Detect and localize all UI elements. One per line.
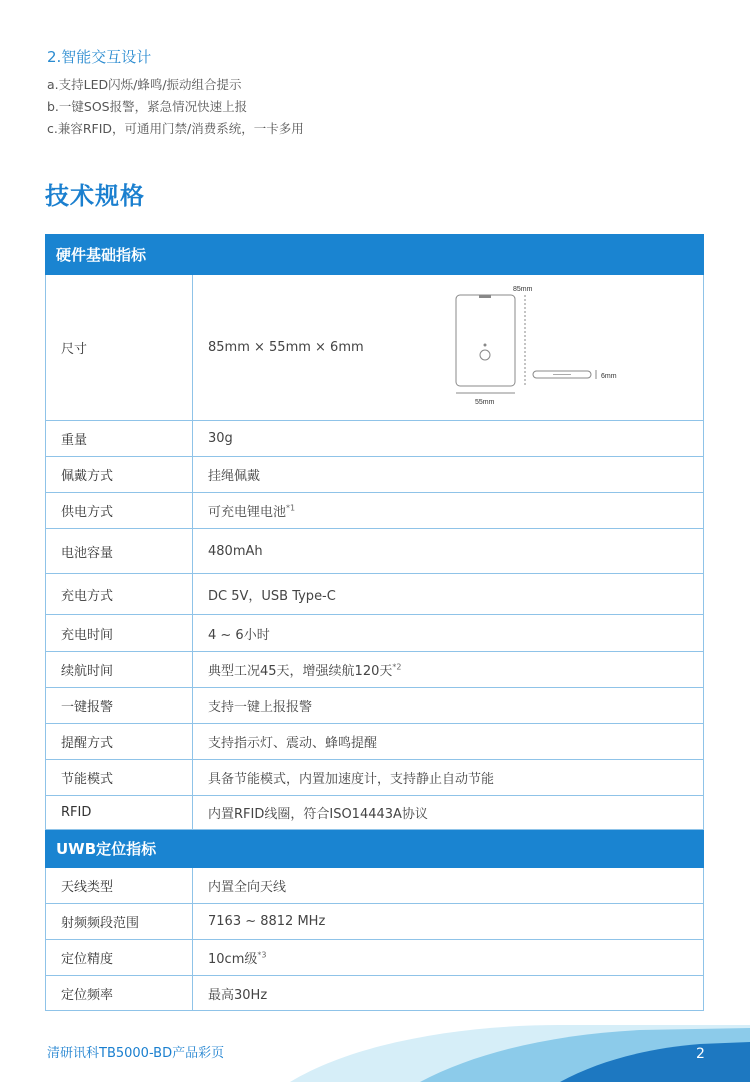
table-row (46, 940, 704, 976)
table-row (46, 275, 704, 421)
footnote-mark: *3 (257, 950, 267, 960)
table-row (46, 760, 704, 796)
table-row (46, 868, 704, 904)
table-row (46, 688, 704, 724)
row-label: 定位精度 (46, 940, 193, 976)
row-label: 尺寸 (46, 275, 193, 421)
row-label: 节能模式 (46, 760, 193, 796)
row-label: 射频频段范围 (46, 904, 193, 940)
page-heading: 技术规格 (45, 182, 145, 210)
table-row (46, 652, 704, 688)
row-value: 4 ~ 6小时 (193, 615, 704, 652)
table-row (46, 904, 704, 940)
row-value: DC 5V，USB Type-C (193, 574, 704, 615)
footnote-mark: *1 (286, 503, 296, 513)
row-label: 佩戴方式 (46, 457, 193, 493)
feature-item: a.支持LED闪烁/蜂鸣/振动组合提示 (47, 77, 242, 92)
feature-item: c.兼容RFID，可通用门禁/消费系统，一卡多用 (47, 121, 304, 136)
value-text: 典型工况45天，增强续航120天 (208, 664, 393, 679)
row-label: 提醒方式 (46, 724, 193, 760)
row-value: 7163 ~ 8812 MHz (193, 904, 704, 940)
row-value: 最高30Hz (193, 976, 704, 1011)
table-row (46, 976, 704, 1011)
spec-table (45, 234, 704, 1011)
feature-item: b.一键SOS报警，紧急情况快速上报 (47, 99, 248, 114)
section-title: 2.智能交互设计 (47, 48, 152, 66)
row-value (193, 940, 704, 976)
row-value: 支持指示灯、震动、蜂鸣提醒 (193, 724, 704, 760)
row-value (193, 652, 704, 688)
row-value: 480mAh (193, 529, 704, 574)
row-label: 一键报警 (46, 688, 193, 724)
table-row (46, 615, 704, 652)
footer-title: 清研讯科TB5000-BD产品彩页 (47, 1046, 225, 1061)
feature-list (47, 74, 304, 140)
row-label: 充电时间 (46, 615, 193, 652)
row-label: 定位频率 (46, 976, 193, 1011)
group-header-hardware (46, 235, 704, 275)
footnote-mark: *2 (392, 662, 402, 672)
table-row (46, 457, 704, 493)
value-text: 可充电锂电池 (208, 505, 287, 520)
row-value: 支持一键上报报警 (193, 688, 704, 724)
row-value: 内置全向天线 (193, 868, 704, 904)
row-label: RFID (46, 796, 193, 830)
table-row (46, 493, 704, 529)
group-header-uwb (46, 830, 704, 868)
table-row (46, 421, 704, 457)
group-title: UWB定位指标 (46, 830, 704, 868)
row-value: 具备节能模式，内置加速度计，支持静止自动节能 (193, 760, 704, 796)
page-number: 2 (696, 1046, 705, 1062)
group-title: 硬件基础指标 (46, 235, 704, 275)
height-label: 85mm (513, 286, 533, 293)
width-label: 55mm (475, 399, 495, 406)
row-label: 充电方式 (46, 574, 193, 615)
row-label: 续航时间 (46, 652, 193, 688)
row-value: 挂绳佩戴 (193, 457, 704, 493)
row-value: 30g (193, 421, 704, 457)
row-value (193, 493, 704, 529)
row-label: 重量 (46, 421, 193, 457)
thickness-label: 6mm (601, 373, 617, 380)
value-text: 10cm级 (208, 952, 258, 967)
row-label: 天线类型 (46, 868, 193, 904)
table-row (46, 724, 704, 760)
size-value: 85mm × 55mm × 6mm (208, 340, 364, 355)
row-label: 电池容量 (46, 529, 193, 574)
table-row (46, 529, 704, 574)
row-value: 内置RFID线圈，符合ISO14443A协议 (193, 796, 704, 830)
row-value (193, 275, 704, 421)
row-label: 供电方式 (46, 493, 193, 529)
table-row (46, 796, 704, 830)
dimension-diagram (443, 283, 643, 409)
table-row (46, 574, 704, 615)
